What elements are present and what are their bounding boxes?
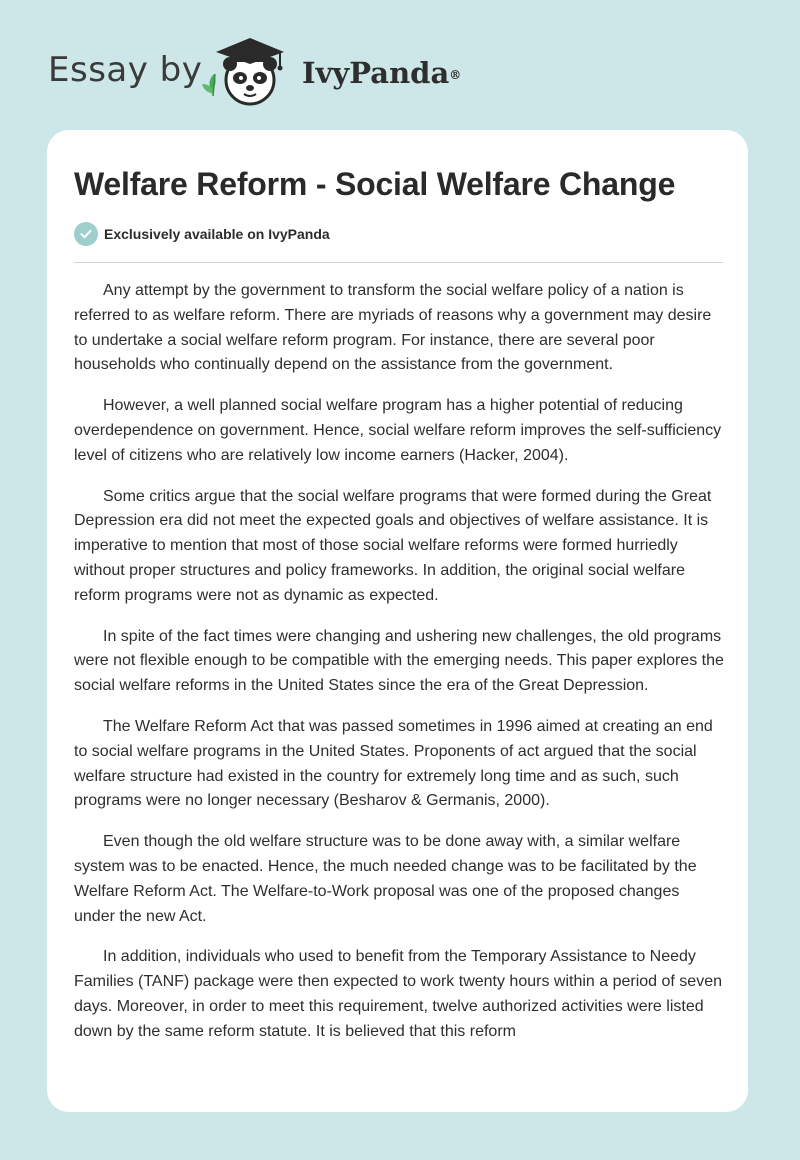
paragraph: In spite of the fact times were changing and ushering new challenges, the old programs were not flexible enough to be compatible with the emerging needs. This paper explores the social welfare reforms in the United States since the era of the Great Depression. (74, 627, 724, 695)
paragraph: Even though the old welfare structure was to be done away with, a similar welfare system was to be enacted. Hence, the much needed change was to be facilitated by the Welfare Reform Act. The Welfare-to-Work proposal was one of the proposed changes under the new Act. (74, 833, 697, 925)
divider (74, 262, 723, 263)
exclusive-badge (74, 222, 330, 246)
paragraph: In addition, individuals who used to benefit from the Temporary Assistance to Needy Families (TANF) package were then expected to work twenty hours within a period of seven days. Moreover, in order to meet this requirement, twelve authorized activities were listed down by the same reform statute. It is believed that this reform (74, 948, 722, 1040)
site-header (0, 0, 800, 130)
paragraph: Some critics argue that the social welfare programs that were formed during the Great Depression era did not meet the expected goals and objectives of welfare assistance. It is imperative to mention that most of those social welfare reforms were formed hurriedly without proper structures and policy frameworks. In addition, the original social welfare reform programs were not as dynamic as expected. (74, 487, 712, 604)
panda-logo-icon[interactable] (200, 34, 300, 108)
essay-title: Welfare Reform - Social Welfare Change (74, 166, 676, 202)
paragraph: The Welfare Reform Act that was passed sometimes in 1996 aimed at creating an end to social welfare programs in the United States. Proponents of act argued that the social welfare structure had existed in the country for extremely long time and as such, such programs were no longer necessary (Besharov & Germanis, 2000). (74, 717, 713, 810)
essay-body (74, 279, 724, 1061)
brand-name[interactable] (302, 55, 461, 91)
paragraph: Any attempt by the government to transform the social welfare policy of a nation is referred to as welfare reform. There are myriads of reasons why a government may desire to undertake a social welfare reform program. For instance, there are several poor households who continually depend on the assistance from the government. (74, 282, 712, 374)
check-icon (74, 222, 98, 246)
essay-by-label: Essay by (48, 50, 203, 90)
registered-mark: ® (449, 68, 462, 82)
paragraph: However, a well planned social welfare program has a higher potential of reducing overdependence on government. Hence, social welfare reform improves the self-sufficiency level of citizens who are relatively low income earners (Hacker, 2004). (74, 397, 722, 464)
essay-card (47, 130, 748, 1112)
brand-name-text: IvyPanda (302, 56, 450, 90)
badge-text: Exclusively available on IvyPanda (104, 226, 330, 242)
